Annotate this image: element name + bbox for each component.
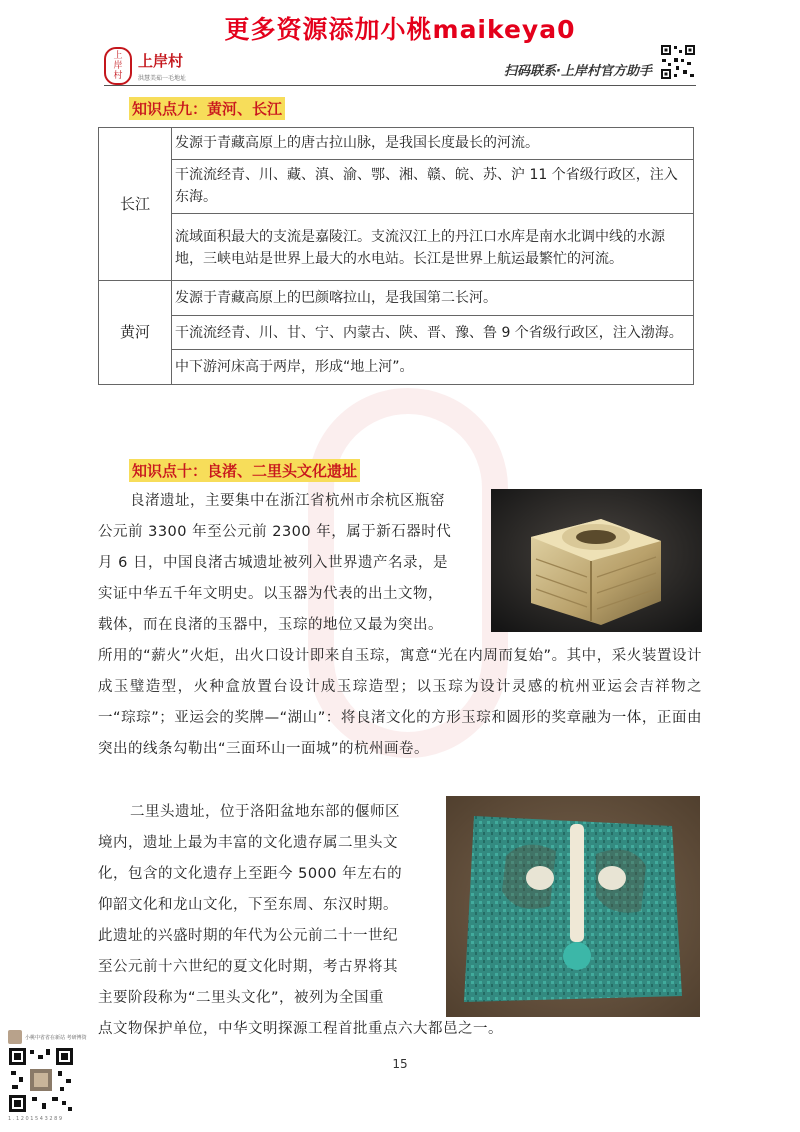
avatar — [8, 1030, 22, 1044]
text-line: 境内，遗址上最为丰富的文化遗存属二里头文 — [98, 835, 398, 851]
text-block: 所用的“薪火”火炬，出火口设计即来自玉琮，寓意“光在内周而复始”。其中，采火装置设计成玉璧造型，火种盒放置台设计成玉琮造型；以玉琮为设计灵感的杭州亚运会吉祥物之一“琮琮”；亚运会的奖牌—“湖山”：将良渚文化的方形玉琮和圆形的奖章融为一体，正面由突出的线条勾勒出“三面环山一面城”的杭州画卷。 — [98, 648, 702, 757]
text-line: 此遗址的兴盛时期的年代为公元前二十一世纪 — [98, 928, 398, 944]
river-fact: 发源于青藏高原上的巴颜喀拉山，是我国第二长河。 — [172, 281, 694, 316]
resource-banner: 更多资源添加小桃maikeya0 — [224, 15, 576, 44]
qr-code-icon — [660, 44, 696, 80]
text-line: 主要阶段称为“二里头文化”，被列为全国重 — [98, 990, 385, 1006]
badge-text: 小桃中省省在新站 考研博资 — [25, 1034, 87, 1041]
text-line: 月 6 日，中国良渚古城遗址被列入世界遗产名录，是 — [98, 555, 448, 571]
profile-badge — [8, 1030, 87, 1044]
river-fact: 发源于青藏高原上的唐古拉山脉，是我国长度最长的河流。 — [172, 128, 694, 160]
text-line: 实证中华五千年文明史。以玉器为代表的出土文物， — [98, 586, 443, 602]
page-number: 15 — [392, 1057, 408, 1071]
text-line: 点文物保护单位，中华文明探源工程首批重点六大都邑之一。 — [98, 1021, 503, 1037]
river-fact: 干流流经青、川、甘、宁、内蒙古、陕、晋、豫、鲁 9 个省级行政区，注入渤海。 — [172, 316, 694, 350]
table-row — [99, 281, 694, 316]
text-line: 载体，而在良渚的玉器中，玉琮的地位又最为突出。 — [98, 617, 443, 633]
qr-caption: 1 . 1 2 0 1 5 4 3 2 8 9 — [8, 1116, 63, 1122]
river-name: 黄河 — [99, 281, 172, 385]
logo-subtitle: 洪慧美茹一毛地址 — [138, 75, 187, 82]
section10-heading: 知识点十：良渚、二里头文化遗址 — [129, 459, 360, 482]
logo-seal-icon: 上 岸 村 — [104, 47, 132, 85]
scan-contact-text: 扫码联系·上岸村官方助手 — [504, 64, 652, 79]
table-row — [99, 160, 694, 214]
table-row — [99, 214, 694, 281]
text-line: 仰韶文化和龙山文化，下至东周、东汉时期。 — [98, 897, 398, 913]
text-line: 二里头遗址，位于洛阳盆地东部的偃师区 — [130, 804, 400, 820]
table-row — [99, 350, 694, 385]
jade-cong-photo — [491, 489, 702, 632]
text-line: 化，包含的文化遗存上至距今 5000 年左右的 — [98, 866, 403, 882]
table-row — [99, 128, 694, 160]
rivers-table — [98, 127, 694, 385]
logo-name: 上岸村 — [138, 52, 184, 70]
text-line: 良渚遗址，主要集中在浙江省杭州市余杭区瓶窑 — [130, 493, 445, 509]
section9-heading: 知识点九：黄河、长江 — [129, 97, 285, 120]
turquoise-dragon-photo — [446, 796, 700, 1017]
brand-logo — [104, 47, 186, 85]
river-fact: 中下游河床高于两岸，形成“地上河”。 — [172, 350, 694, 385]
river-name: 长江 — [99, 128, 172, 281]
qr-code-icon — [8, 1047, 74, 1113]
text-line: 至公元前十六世纪的夏文化时期，考古界将其 — [98, 959, 398, 975]
table-row — [99, 316, 694, 350]
header-divider — [104, 85, 696, 86]
river-fact: 流域面积最大的支流是嘉陵江。支流汉江上的丹江口水库是南水北调中线的水源地，三峡电站是世界上最大的水电站。长江是世界上航运最繁忙的河流。 — [172, 214, 694, 281]
text-line: 公元前 3300 年至公元前 2300 年，属于新石器时代 — [98, 524, 452, 540]
river-fact: 干流流经青、川、藏、滇、渝、鄂、湘、赣、皖、苏、沪 11 个省级行政区，注入东海。 — [172, 160, 694, 214]
